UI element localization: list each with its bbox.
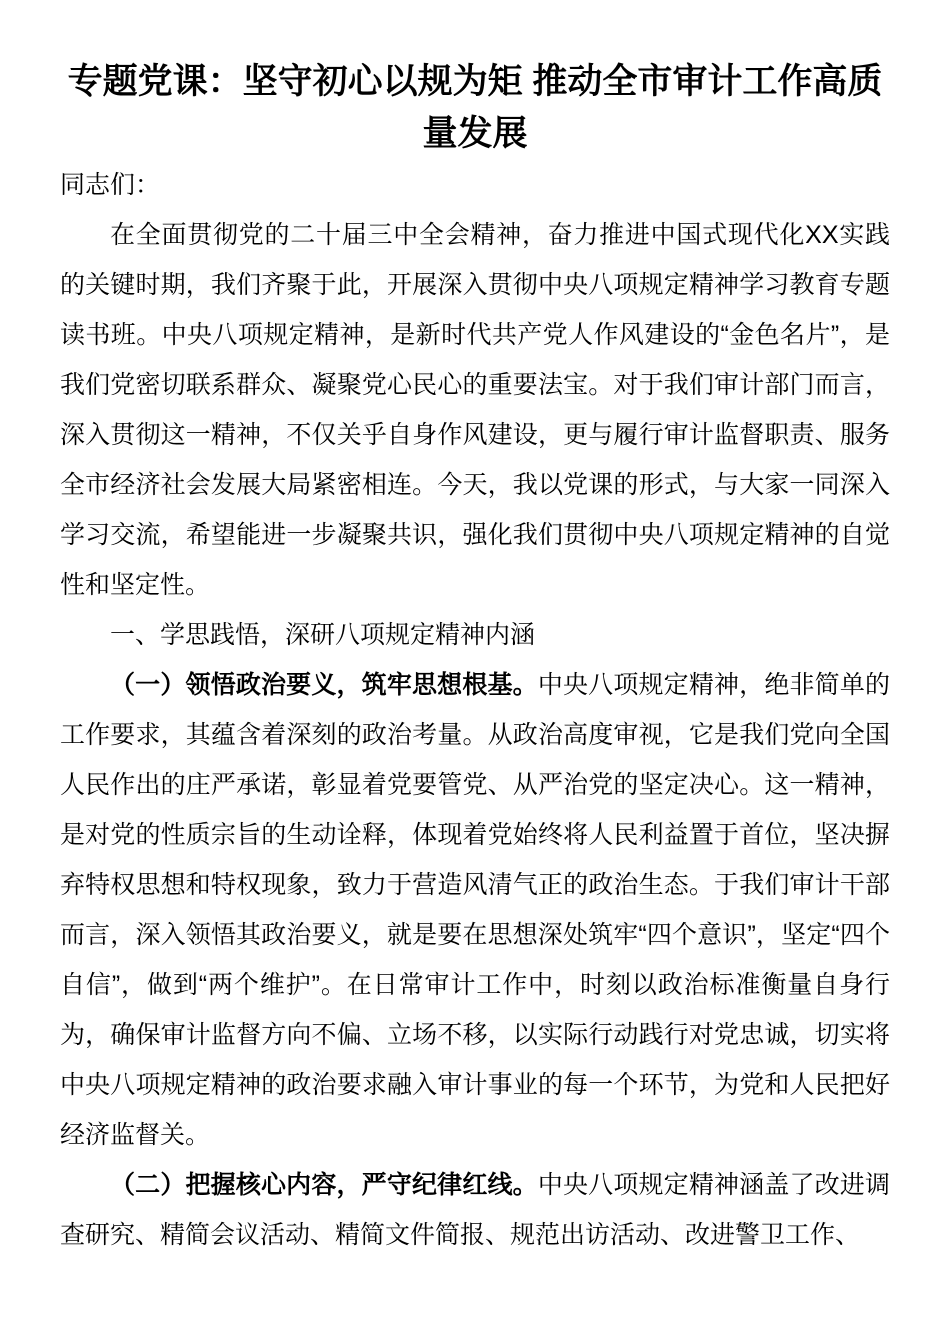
- document-title: 专题党课：坚守初心以规为矩 推动全市审计工作高质量发展: [67, 62, 883, 153]
- paragraph-lead: （一）领悟政治要义，筑牢思想根基。: [110, 671, 538, 699]
- paragraph: 在全面贯彻党的二十届三中全会精神，奋力推进中国式现代化XX实践的关键时期，我们齐聚于此，开展深入贯彻中央八项规定精神学习教育专题读书班。中央八项规定精神，是新时代共产党人作风建设的“金色名片”，是我们党密切联系群众、凝聚党心民心的重要法宝。对于我们审计部门而言，深入贯彻这一精神，不仅关乎自身作风建设，更与履行审计监督职责、服务全市经济社会发展大局紧密相连。今天，我以党课的形式，与大家一同深入学习交流，希望能进一步凝聚共识，强化我们贯彻中央八项规定精神的自觉性和坚定性。: [60, 221, 890, 599]
- salutation: 同志们：: [60, 171, 161, 199]
- paragraph-lead: （二）把握核心内容，严守纪律红线。: [110, 1171, 538, 1199]
- paragraph: （二）把握核心内容，严守纪律红线。中央八项规定精神涵盖了改进调查研究、精简会议活动、精简文件简报、规范出访活动、改进警卫工作、: [60, 1171, 890, 1249]
- section-heading: 一、学思践悟，深研八项规定精神内涵: [110, 621, 536, 649]
- document-body: [60, 160, 890, 1260]
- paragraph: （一）领悟政治要义，筑牢思想根基。中央八项规定精神，绝非简单的工作要求，其蕴含着深刻的政治考量。从政治高度审视，它是我们党向全国人民作出的庄严承诺，彰显着党要管党、从严治党的坚定决心。这一精神，是对党的性质宗旨的生动诠释，体现着党始终将人民利益置于首位，坚决摒弃特权思想和特权现象，致力于营造风清气正的政治生态。于我们审计干部而言，深入领悟其政治要义，就是要在思想深处筑牢“四个意识”，坚定“四个自信”，做到“两个维护”。在日常审计工作中，时刻以政治标准衡量自身行为，确保审计监督方向不偏、立场不移，以实际行动践行对党忠诚，切实将中央八项规定精神的政治要求融入审计事业的每一个环节，为党和人民把好经济监督关。: [60, 671, 890, 1149]
